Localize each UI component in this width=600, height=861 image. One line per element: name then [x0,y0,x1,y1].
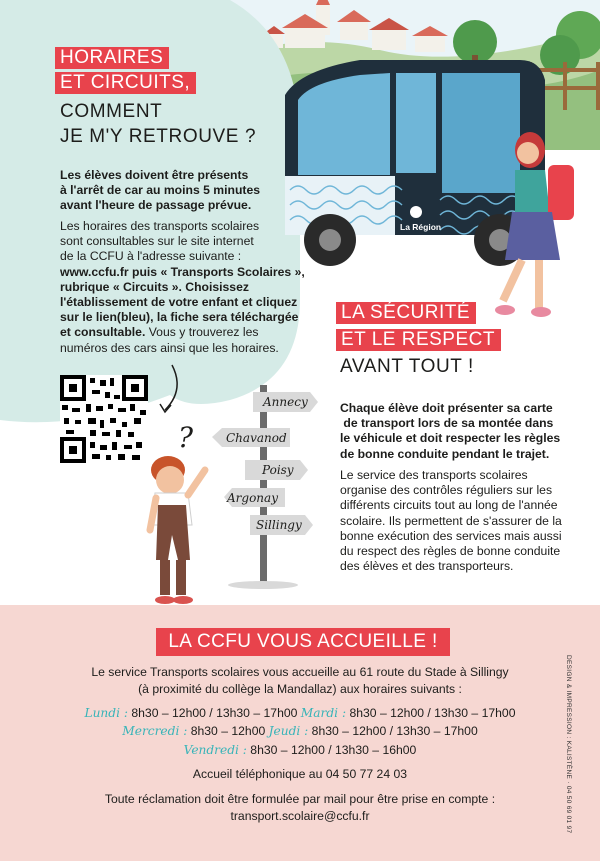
signpost [212,385,318,589]
credits: DESIGN & IMPRESSION : KALISTÈNE · 04 50 69 01 97 [565,655,572,834]
section1-title-line3: COMMENT [60,101,163,122]
section1-bold-intro: Les élèves doivent être présents à l'arrêt de car au moins 5 minutes avant l'heure de passage prévue. [60,168,261,213]
sign-3: Poisy [262,463,294,477]
day-mardi: Mardi : [300,706,347,720]
section2-paragraph: Le service des transports scolaires organise des contrôles réguliers sur les différents circuits tout au long de l'année scolaire. Ils permettent de s'assurer de la bonne exécution des services mais aussi du respect des règles de bonne conduite des élèves et des transporteurs. [340,468,562,574]
phone-line: Accueil téléphonique au 04 50 77 24 03 [192,767,408,781]
section2-title-line2: ET LE RESPECT [336,329,501,351]
section3-intro-line1: Le service Transports scolaires vous accueille au 61 route du Stade à Sillingy [91,665,509,679]
section3-title: LA CCFU VOUS ACCUEILLE ! [156,628,450,656]
section1-title-line1: HORAIRES [55,47,169,69]
section3-intro-line2: (à proximité du collège la Mandallaz) aux horaires suivants : [138,682,462,696]
section2-title-line1: LA SÉCURITÉ [336,302,476,324]
hours-row-3: Vendredi : 8h30 – 12h00 / 13h30 – 16h00 [183,743,417,757]
bus-brand-sub: Auvergne-Rhône-Alpes [400,235,437,239]
section2-title-line3: AVANT TOUT ! [340,356,474,377]
complaint-line: Toute réclamation doit être formulée par mail pour être prise en compte : [104,792,496,806]
boy-illustration [150,456,205,604]
sign-2: Chavanod [226,431,287,445]
question-mark: ? [178,421,194,454]
qr-code [60,375,148,463]
section1-paragraph: Les horaires des transports scolaires sont consultables sur le site internet de la CCFU à l'adresse suivante : www.ccfu.fr puis « Transports Scolaires », rubrique « Circuits ». Choisissez l'établissement de votre enfant et cliquez sur le lien(bleu), la fiche sera téléchargée et consultable. Vous y trouverez les numéros des cars ainsi que les horaires. [60,219,305,355]
contact-email[interactable]: transport.scolaire@ccfu.fr [230,809,370,823]
day-jeudi: Jeudi : [268,724,309,738]
day-lundi: Lundi : [84,706,128,720]
section1-title-line4: JE M'Y RETROUVE ? [60,126,257,147]
hours-row-2: Mercredi : 8h30 – 12h00 Jeudi : 8h30 – 12h00 / 13h30 – 17h00 [122,724,478,738]
sign-4: Argonay [227,491,278,505]
bus-brand: La Région [400,222,442,232]
sign-5: Sillingy [256,518,302,532]
sign-1: Annecy [263,395,308,409]
region-logo-icon [410,206,422,218]
section1-title-line2: ET CIRCUITS, [55,72,196,94]
website-link-text: www.ccfu.fr puis « Transports Scolaires », [60,264,305,279]
day-mercredi: Mercredi : [122,724,188,738]
hours-row-1: Lundi : 8h30 – 12h00 / 13h30 – 17h00 Mardi : 8h30 – 12h00 / 13h30 – 17h00 [84,706,516,720]
section2-bold-intro: Chaque élève doit présenter sa carte de transport lors de sa montée dans le véhicule et doit respecter les règles de bonne conduite pendant le trajet. [340,401,561,461]
day-vendredi: Vendredi : [183,743,247,757]
